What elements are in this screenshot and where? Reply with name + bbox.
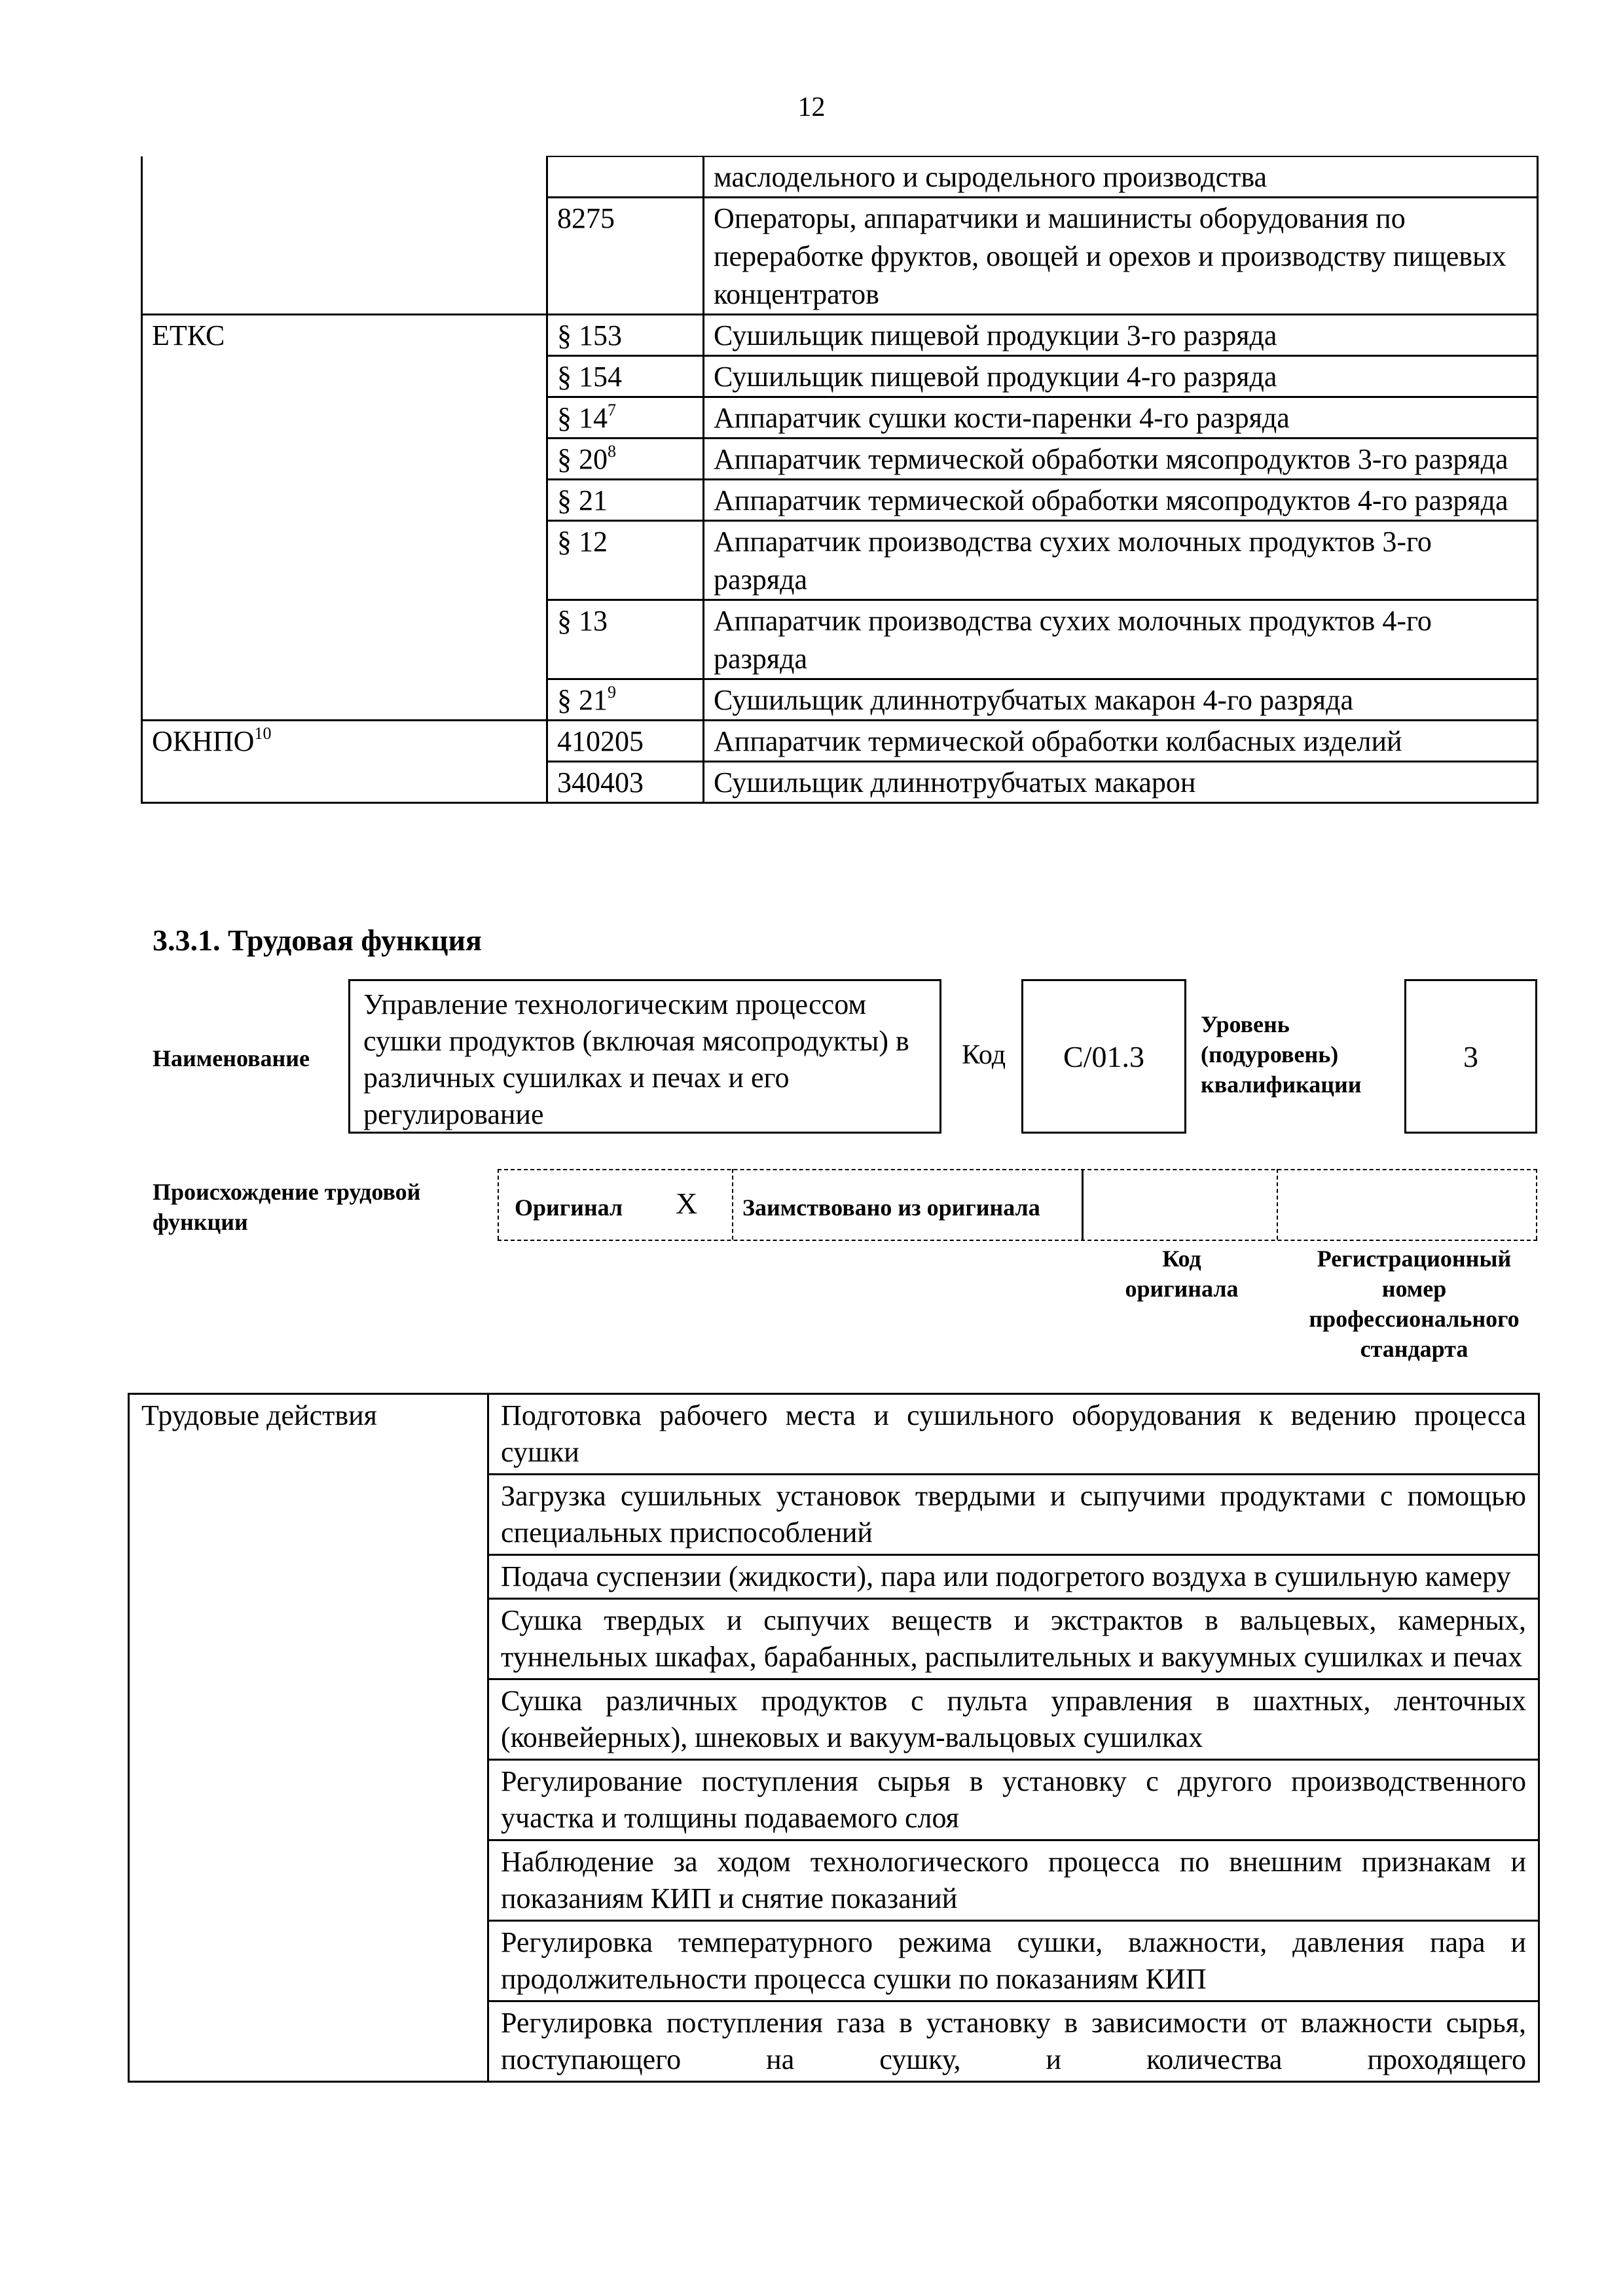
classification-name-cell: [704, 198, 1538, 315]
code-original-caption-line-2: оригинала: [1125, 1276, 1239, 1302]
classification-code: § 21: [557, 684, 608, 716]
classification-row: [142, 679, 1538, 721]
original-label: Оригинал: [515, 1194, 623, 1221]
classification-row: [142, 480, 1538, 521]
section-title: 3.3.1. Трудовая функция: [153, 924, 482, 957]
classification-group: ЕТКС: [152, 319, 225, 351]
classification-name: Аппаратчик сушки кости-паренки 4-го разряда: [714, 402, 1290, 434]
classification-code: § 21: [557, 484, 608, 516]
registration-caption: [1283, 1244, 1545, 1364]
origin-divider-3: [1277, 1169, 1278, 1240]
classification-group-cell: [142, 198, 547, 315]
classification-name: Сушильщик длиннотрубчатых макарон: [714, 766, 1196, 798]
classification-row: [142, 198, 1538, 315]
origin-left-border: [498, 1169, 499, 1240]
classification-name-cell: [704, 521, 1538, 600]
classification-name-cell: [704, 721, 1538, 762]
registration-caption-line-1: Регистрационный: [1317, 1246, 1512, 1272]
classification-group-cell: [142, 480, 547, 521]
classification-code-cell: [547, 721, 704, 762]
classification-row: [142, 521, 1538, 600]
origin-label-line-2: функции: [153, 1209, 248, 1235]
level-label: [1201, 1009, 1362, 1100]
classification-name: Аппаратчик производства сухих молочных продуктов 3-го разряда: [714, 526, 1432, 596]
classification-name-cell: [704, 397, 1538, 439]
level-label-line-3: квалификации: [1201, 1071, 1362, 1098]
labor-action-item: Регулирование поступления сырья в установку с другого производственного участка и толщины подаваемого слоя: [488, 1760, 1539, 1840]
classification-code-cell: [547, 679, 704, 721]
code-original-caption: [1087, 1244, 1277, 1304]
footnote-ref: 9: [608, 683, 616, 702]
function-name-box: [348, 979, 941, 1134]
classification-code: 8275: [557, 202, 615, 234]
classification-group-cell: [142, 521, 547, 600]
registration-caption-line-4: стандарта: [1360, 1336, 1468, 1362]
footnote-ref: 7: [608, 401, 616, 420]
classification-name: Сушильщик пищевой продукции 4-го разряда: [714, 361, 1277, 393]
classification-group-cell: [142, 156, 547, 198]
labor-action-item: Подготовка рабочего места и сушильного оборудования к ведению процесса сушки: [488, 1394, 1539, 1475]
classification-group-cell: [142, 315, 547, 356]
classification-row: [142, 315, 1538, 356]
labor-actions-table: [128, 1393, 1540, 2083]
classification-name: Операторы, аппаратчики и машинисты оборудования по переработке фруктов, овощей и орехов и производству пищевых концентратов: [714, 202, 1506, 310]
classification-row: [142, 600, 1538, 679]
name-label: Наименование: [153, 1045, 310, 1071]
classification-name-cell: [704, 156, 1538, 198]
classification-name: Аппаратчик термической обработки колбасных изделий: [714, 725, 1402, 757]
code-original-caption-line-1: Код: [1162, 1246, 1201, 1272]
classification-group-cell: [142, 397, 547, 439]
labor-action-row: [129, 1394, 1539, 1475]
classification-code-cell: [547, 480, 704, 521]
labor-actions-label: Трудовые действия: [141, 1399, 377, 1431]
page-number: 12: [797, 92, 826, 122]
classification-code-cell: [547, 397, 704, 439]
classification-code: 340403: [557, 766, 644, 798]
classification-row: [142, 762, 1538, 803]
classification-row: [142, 156, 1538, 198]
classification-name-cell: [704, 600, 1538, 679]
footnote-ref: 8: [608, 442, 616, 461]
labor-action-item: Сушка различных продуктов с пульта управления в шахтных, ленточных (конвейерных), шнековых и вакуум-вальцовых сушилках: [488, 1679, 1539, 1760]
labor-action-item: Регулировка температурного режима сушки, влажности, давления пара и продолжительности процесса сушки по показаниям КИП: [488, 1921, 1539, 2001]
classification-code-cell: [547, 356, 704, 397]
labor-action-item: Наблюдение за ходом технологического процесса по внешним признакам и показаниям КИП и снятие показаний: [488, 1840, 1539, 1921]
classification-group: ОКНПО: [152, 725, 255, 757]
code-label: Код: [962, 1040, 1006, 1070]
classification-code: § 14: [557, 402, 608, 434]
classification-row: [142, 721, 1538, 762]
origin-divider-1: [732, 1169, 733, 1240]
classification-name: Сушильщик пищевой продукции 3-го разряда: [714, 319, 1277, 351]
origin-divider-2: [1082, 1169, 1084, 1240]
classification-group-cell: [142, 721, 547, 762]
classification-code-cell: [547, 439, 704, 480]
classification-group-cell: [142, 600, 547, 679]
labor-action-item: Загрузка сушильных установок твердыми и сыпучими продуктами с помощью специальных приспособлений: [488, 1475, 1539, 1555]
classification-group-cell: [142, 439, 547, 480]
classification-group-cell: [142, 762, 547, 803]
classification-code-cell: [547, 600, 704, 679]
classification-group-cell: [142, 679, 547, 721]
classification-code-cell: [547, 762, 704, 803]
level-label-line-1: Уровень: [1201, 1011, 1290, 1037]
code-box: [1021, 979, 1186, 1134]
origin-label: [153, 1177, 420, 1237]
classification-row: [142, 397, 1538, 439]
labor-actions-label-cell: [129, 1394, 488, 2082]
labor-action-item: Подача суспензии (жидкости), пара или подогретого воздуха в сушильную камеру: [488, 1555, 1539, 1599]
borrowed-label: Заимствовано из оригинала: [742, 1194, 1040, 1221]
classification-code: § 153: [557, 319, 622, 351]
labor-action-item: Сушка твердых и сыпучих веществ и экстрактов в вальцевых, камерных, туннельных шкафах, барабанных, распылительных и вакуумных сушилках и печах: [488, 1599, 1539, 1679]
footnote-ref: 10: [254, 724, 272, 743]
classification-name-cell: [704, 480, 1538, 521]
origin-label-line-1: Происхождение трудовой: [153, 1179, 421, 1205]
classification-name: маслодельного и сыродельного производства: [714, 161, 1267, 193]
original-mark: Х: [676, 1187, 698, 1220]
classification-code: § 13: [557, 605, 608, 637]
function-name-value: Управление технологическим процессом сушки продуктов (включая мясопродукты) в различных сушилках и печах и его регулирование: [363, 988, 909, 1130]
level-label-line-2: (подуровень): [1201, 1041, 1339, 1067]
classification-code: § 154: [557, 361, 622, 393]
origin-right-border: [1536, 1169, 1537, 1240]
level-box: [1404, 979, 1537, 1134]
classification-code-cell: [547, 315, 704, 356]
classification-name-cell: [704, 356, 1538, 397]
classification-code-cell: [547, 198, 704, 315]
classification-code-cell: [547, 521, 704, 600]
classification-name: Аппаратчик термической обработки мясопродуктов 3-го разряда: [714, 443, 1508, 475]
origin-bottom-border: [498, 1240, 1537, 1241]
classification-group-cell: [142, 356, 547, 397]
classification-code: § 12: [557, 526, 608, 558]
labor-action-item: Регулировка поступления газа в установку в зависимости от влажности сырья, поступающего на сушку, и количества проходящего: [488, 2001, 1539, 2082]
classification-row: [142, 356, 1538, 397]
classification-name: Аппаратчик термической обработки мясопродуктов 4-го разряда: [714, 484, 1508, 516]
classification-name-cell: [704, 762, 1538, 803]
classification-name-cell: [704, 439, 1538, 480]
classification-name: Аппаратчик производства сухих молочных продуктов 4-го разряда: [714, 605, 1432, 675]
code-value: С/01.3: [1063, 1039, 1144, 1073]
classification-name-cell: [704, 315, 1538, 356]
origin-top-border: [498, 1169, 1537, 1170]
level-value: 3: [1463, 1039, 1478, 1073]
classification-name: Сушильщик длиннотрубчатых макарон 4-го разряда: [714, 684, 1354, 716]
classification-code: 410205: [557, 725, 644, 757]
registration-caption-line-3: профессионального: [1309, 1306, 1520, 1332]
classification-code-cell: [547, 156, 704, 198]
classification-row: [142, 439, 1538, 480]
registration-caption-line-2: номер: [1381, 1276, 1447, 1302]
classification-code: § 20: [557, 443, 608, 475]
classification-table: [141, 156, 1539, 804]
classification-name-cell: [704, 679, 1538, 721]
